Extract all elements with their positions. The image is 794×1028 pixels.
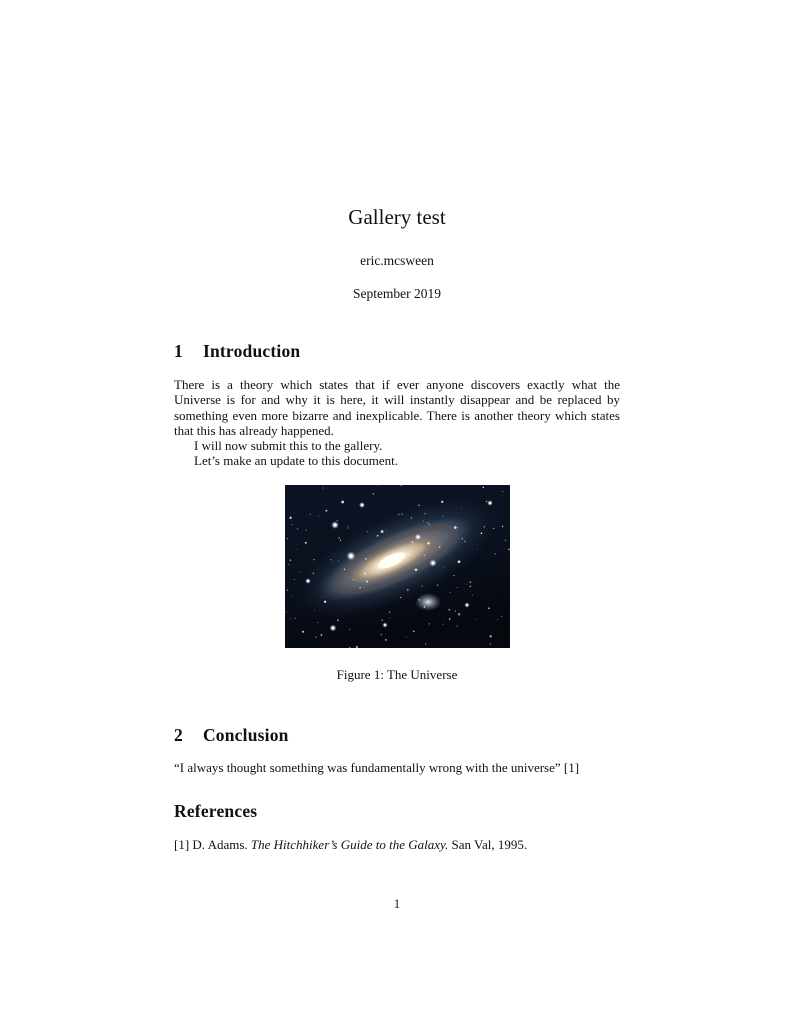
section-number: 2 xyxy=(174,725,183,746)
companion-galaxy xyxy=(415,593,441,611)
reference-title: The Hitchhiker’s Guide to the Galaxy. xyxy=(250,836,449,852)
document-title: Gallery test xyxy=(348,205,446,229)
figure-caption: Figure 1: The Universe xyxy=(336,667,458,683)
section-heading-conclusion xyxy=(174,725,620,746)
section-title: Conclusion xyxy=(202,725,289,746)
document-content xyxy=(174,0,620,852)
section-number: 1 xyxy=(174,341,183,362)
galaxy-photo xyxy=(285,485,510,648)
reference-label: [1] xyxy=(174,836,190,852)
references-heading: References xyxy=(174,800,258,821)
reference-authors: D. Adams. xyxy=(192,836,248,852)
andromeda-galaxy-image xyxy=(285,485,510,648)
reference-publisher: San Val, 1995. xyxy=(451,836,528,852)
figure xyxy=(174,485,620,682)
document-author: eric.mcsween xyxy=(360,253,434,269)
reference-entry xyxy=(174,837,620,852)
intro-line-update: Let’s make an update to this document. xyxy=(194,453,398,469)
page-number: 1 xyxy=(393,897,401,911)
intro-line-gallery: I will now submit this to the gallery. xyxy=(194,437,383,453)
intro-paragraph: There is a theory which states that if ever anyone discovers exactly what the Universe is for and why it is here, it will instantly disappear and be replaced by something even more bizarre and inexplicable. There is another theory which states that this has already happened. xyxy=(174,377,620,438)
conclusion-quote: “I always thought something was fundamentally wrong with the universe” [1] xyxy=(174,760,580,776)
section-heading-introduction xyxy=(174,341,620,362)
section-title: Introduction xyxy=(202,341,301,362)
document-date: September 2019 xyxy=(352,286,442,302)
